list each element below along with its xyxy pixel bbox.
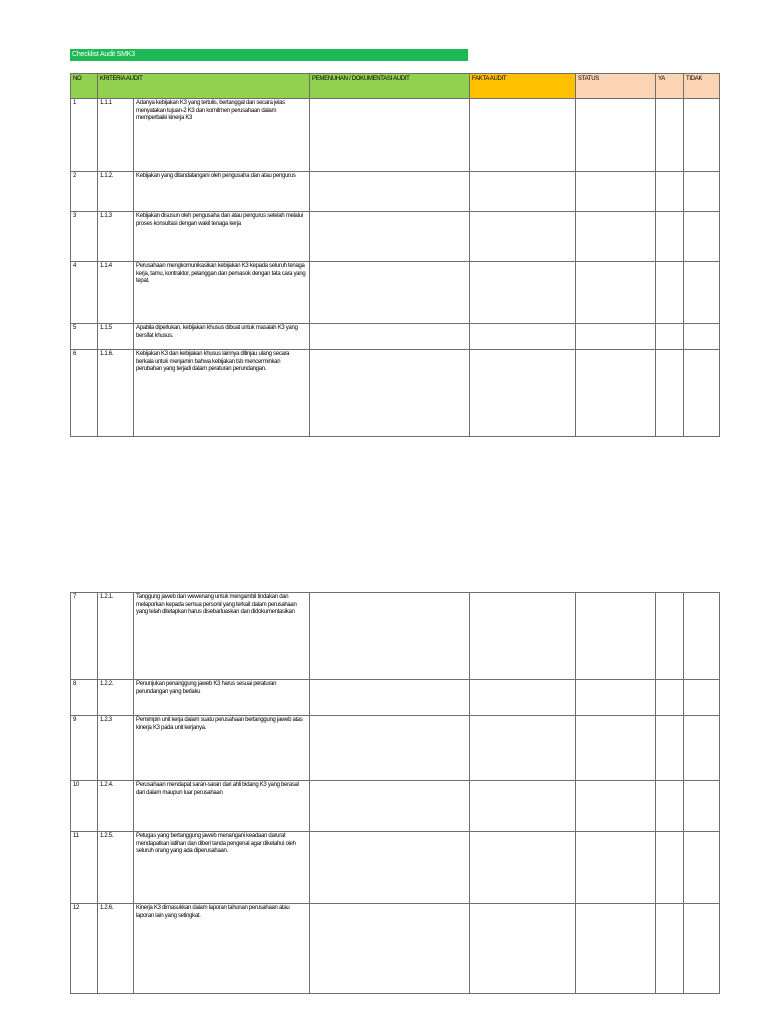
status-cell[interactable] — [576, 593, 656, 680]
header-fakta-audit: FAKTA AUDIT — [470, 74, 576, 99]
table-row — [71, 680, 720, 716]
fakta-audit-cell[interactable] — [470, 324, 576, 350]
row-number: 8 — [71, 680, 98, 716]
pemenuhan-cell[interactable] — [310, 212, 470, 262]
pemenuhan-cell[interactable] — [310, 680, 470, 716]
tidak-cell[interactable] — [684, 593, 720, 680]
criteria-text: Perusahaan mendapat saran-saran dari ahli bidang K3 yang berasal dari dalam maupun luar perusahaan — [134, 781, 310, 832]
sheet-title: Checklist Audit SMK3 — [70, 49, 468, 61]
tidak-cell[interactable] — [684, 212, 720, 262]
criteria-code: 1.1.6. — [98, 350, 134, 437]
audit-checklist-table-1 — [70, 73, 720, 437]
criteria-code: 1.2.6. — [98, 904, 134, 994]
status-cell[interactable] — [576, 716, 656, 781]
status-cell[interactable] — [576, 680, 656, 716]
fakta-audit-cell[interactable] — [470, 680, 576, 716]
table-row — [71, 324, 720, 350]
tidak-cell[interactable] — [684, 716, 720, 781]
pemenuhan-cell[interactable] — [310, 350, 470, 437]
criteria-code: 1.2.2. — [98, 680, 134, 716]
row-number: 2 — [71, 172, 98, 212]
criteria-text: Kinerja K3 dimasukkan dalam laporan tahunan perusahaan atau laporan lain yang setingkat. — [134, 904, 310, 994]
ya-cell[interactable] — [656, 832, 684, 904]
fakta-audit-cell[interactable] — [470, 904, 576, 994]
status-cell[interactable] — [576, 172, 656, 212]
tidak-cell[interactable] — [684, 832, 720, 904]
ya-cell[interactable] — [656, 680, 684, 716]
pemenuhan-cell[interactable] — [310, 262, 470, 324]
row-number: 6 — [71, 350, 98, 437]
status-cell[interactable] — [576, 212, 656, 262]
row-number: 10 — [71, 781, 98, 832]
criteria-code: 1.1.3 — [98, 212, 134, 262]
criteria-text: Apabila diperlukan, kebijakan khusus dibuat untuk masalah K3 yang bersifat khusus. — [134, 324, 310, 350]
tidak-cell[interactable] — [684, 680, 720, 716]
ya-cell[interactable] — [656, 593, 684, 680]
fakta-audit-cell[interactable] — [470, 781, 576, 832]
tidak-cell[interactable] — [684, 262, 720, 324]
fakta-audit-cell[interactable] — [470, 99, 576, 172]
criteria-text: Kebijakan yang ditandatangani oleh pengusaha dan atau pengurus — [134, 172, 310, 212]
status-cell[interactable] — [576, 324, 656, 350]
ya-cell[interactable] — [656, 212, 684, 262]
tidak-cell[interactable] — [684, 904, 720, 994]
table-row — [71, 593, 720, 680]
pemenuhan-cell[interactable] — [310, 904, 470, 994]
pemenuhan-cell[interactable] — [310, 99, 470, 172]
table-row — [71, 350, 720, 437]
ya-cell[interactable] — [656, 262, 684, 324]
ya-cell[interactable] — [656, 904, 684, 994]
status-cell[interactable] — [576, 904, 656, 994]
fakta-audit-cell[interactable] — [470, 262, 576, 324]
ya-cell[interactable] — [656, 172, 684, 212]
pemenuhan-cell[interactable] — [310, 716, 470, 781]
fakta-audit-cell[interactable] — [470, 716, 576, 781]
table-row — [71, 262, 720, 324]
table-row — [71, 172, 720, 212]
fakta-audit-cell[interactable] — [470, 350, 576, 437]
status-cell[interactable] — [576, 99, 656, 172]
criteria-text: Pemimpin unit kerja dalam suatu perusahaan bertanggung jaweb atas kinerja K3 pada unit kerjanya. — [134, 716, 310, 781]
row-number: 9 — [71, 716, 98, 781]
criteria-text: Adanya kebijakan K3 yang tertulis, bertanggal dan secara jelas menyatakan tujuan-2 K3 dan komitmen perusahaan dalam memperbaiki kinerja K3 — [134, 99, 310, 172]
table-row — [71, 781, 720, 832]
status-cell[interactable] — [576, 781, 656, 832]
table-row — [71, 212, 720, 262]
criteria-code: 1.1.1 — [98, 99, 134, 172]
fakta-audit-cell[interactable] — [470, 212, 576, 262]
header-no: NO — [71, 74, 98, 99]
criteria-code: 1.2.5. — [98, 832, 134, 904]
table-row — [71, 99, 720, 172]
ya-cell[interactable] — [656, 716, 684, 781]
tidak-cell[interactable] — [684, 781, 720, 832]
pemenuhan-cell[interactable] — [310, 324, 470, 350]
pemenuhan-cell[interactable] — [310, 781, 470, 832]
table-row — [71, 904, 720, 994]
row-number: 4 — [71, 262, 98, 324]
table-row — [71, 832, 720, 904]
ya-cell[interactable] — [656, 781, 684, 832]
row-number: 3 — [71, 212, 98, 262]
ya-cell[interactable] — [656, 324, 684, 350]
criteria-text: Petugas yang bertanggung jaweb menangani keadaan darurat mendapatkan latihan dan diberi tanda pengenal agar diketahui oleh seluruh orang yang ada diperusahaan. — [134, 832, 310, 904]
status-cell[interactable] — [576, 262, 656, 324]
criteria-text: Penunjukan penanggung jaweb K3 harus sesuai peraturan perundangan yang berlaku — [134, 680, 310, 716]
criteria-text: Perusahaan mengkomunikasikan kebijakan K3 kepada seluruh tenaga kerja, tamu, kontraktor, pelanggan dan pemasok dengan tata cara yang tepat. — [134, 262, 310, 324]
criteria-text: Kebijakan disusun oleh pengusaha dan atau pengurus setelah melalui proses konsultasi dengan wakil tenaga kerja — [134, 212, 310, 262]
header-kriteria-audit: KRITERIA AUDIT — [98, 74, 310, 99]
ya-cell[interactable] — [656, 99, 684, 172]
fakta-audit-cell[interactable] — [470, 593, 576, 680]
ya-cell[interactable] — [656, 350, 684, 437]
status-cell[interactable] — [576, 832, 656, 904]
header-status: STATUS — [576, 74, 656, 99]
header-pemenuhan-dokumentasi: PEMENUHAN / DOKUMENTASI AUDIT — [310, 74, 470, 99]
row-number: 7 — [71, 593, 98, 680]
criteria-code: 1.2.1. — [98, 593, 134, 680]
fakta-audit-cell[interactable] — [470, 172, 576, 212]
pemenuhan-cell[interactable] — [310, 593, 470, 680]
criteria-code: 1.2.3 — [98, 716, 134, 781]
header-row — [71, 74, 720, 99]
criteria-code: 1.1.5 — [98, 324, 134, 350]
row-number: 5 — [71, 324, 98, 350]
fakta-audit-cell[interactable] — [470, 832, 576, 904]
table-row — [71, 716, 720, 781]
header-ya: YA — [656, 74, 684, 99]
tidak-cell[interactable] — [684, 99, 720, 172]
criteria-text: Kebijakan K3 dan kebijakan khusus lainnya ditinjau ulang secara berkala untuk menjamin bahwa kebijakan tsb mencerminkan perubahan yang terjadi dalam peraturan perundangan. — [134, 350, 310, 437]
row-number: 12 — [71, 904, 98, 994]
pemenuhan-cell[interactable] — [310, 172, 470, 212]
criteria-code: 1.2.4. — [98, 781, 134, 832]
tidak-cell[interactable] — [684, 324, 720, 350]
criteria-code: 1.1.4 — [98, 262, 134, 324]
pemenuhan-cell[interactable] — [310, 832, 470, 904]
tidak-cell[interactable] — [684, 350, 720, 437]
tidak-cell[interactable] — [684, 172, 720, 212]
row-number: 11 — [71, 832, 98, 904]
criteria-text: Tanggung jaweb dan wewenang untuk mengambil tindakan dan melaporkan kepada semua personil yang terkait dalam perusahaan yang telah ditetapkan harus disebarluaskan dan didokumentasikan — [134, 593, 310, 680]
row-number: 1 — [71, 99, 98, 172]
header-tidak: TIDAK — [684, 74, 720, 99]
criteria-code: 1.1.2. — [98, 172, 134, 212]
status-cell[interactable] — [576, 350, 656, 437]
audit-checklist-table-2 — [70, 592, 720, 994]
